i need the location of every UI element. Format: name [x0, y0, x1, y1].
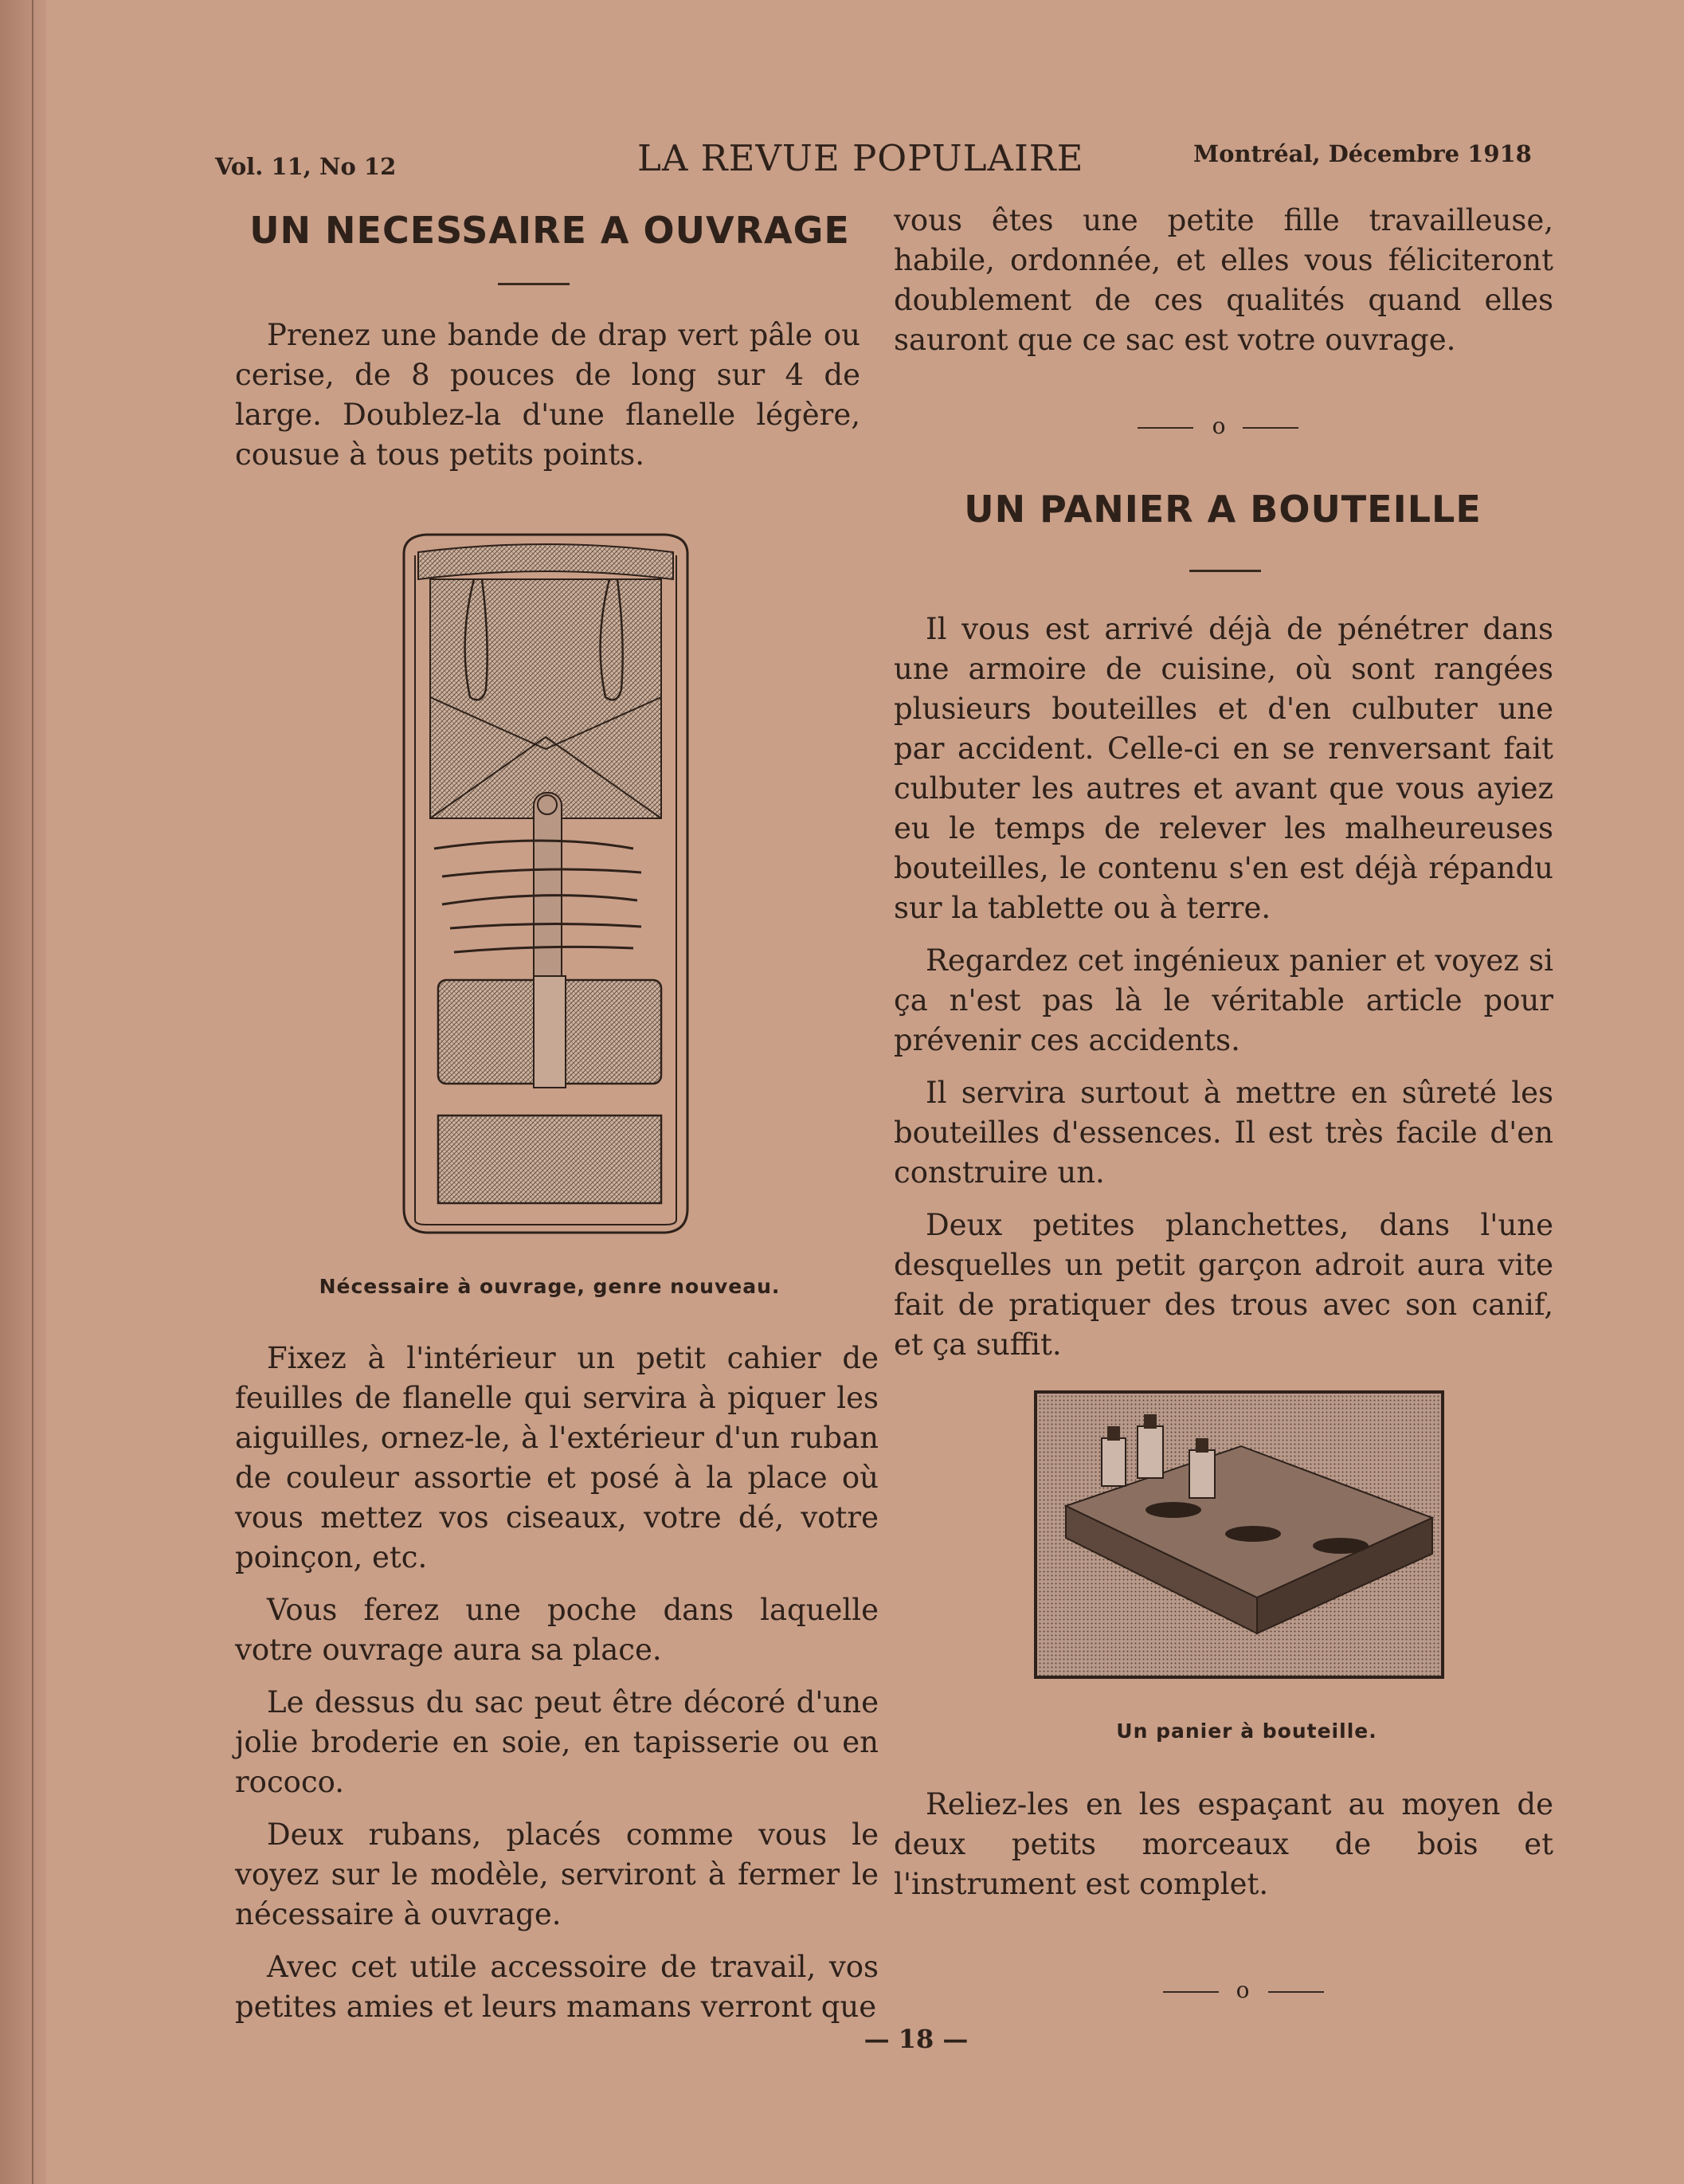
article2-closing: [894, 1785, 1553, 1917]
separator2-right-rule: [1268, 1991, 1324, 1993]
article2-paragraph: Deux petites planchettes, dans l'une desquelles un petit garçon adroit aura vite fait de pratiquer des trous avec son canif, et ça suffit.: [894, 1208, 1553, 1362]
article1-intro-text: Prenez une bande de drap vert pâle ou cerise, de 8 pouces de long sur 4 de large. Doublez-la d'une flanelle légère, cousue à tous petits points.: [235, 318, 860, 472]
article1-body: [235, 1339, 879, 2040]
article1-continuation-text: vous êtes une petite fille travailleuse, habile, ordonnée, et elles vous féliciteront doublement de ces qualités quand elles sauront que ce sac est votre ouvrage.: [894, 203, 1553, 357]
article2-paragraph: Il vous est arrivé déjà de pénétrer dans une armoire de cuisine, où sont rangées plusieurs bouteilles et d'en culbuter une par accident. Celle-ci en se renversant fait culbuter les autres et avant que vous ayiez eu le temps de relever les malheureuses bouteilles, le contenu s'en est déjà répandu sur la tablette ou à terre.: [894, 612, 1553, 925]
binding-line: [32, 0, 33, 2184]
separator1: o: [1212, 413, 1226, 439]
article2-body: [894, 610, 1553, 1378]
article2-figure-caption: Un panier à bouteille.: [1116, 1719, 1377, 1743]
separator1-right-rule: [1243, 427, 1298, 429]
issue-date: Montréal, Décembre 1918: [1193, 140, 1532, 167]
page-binding-edge: [0, 0, 46, 2184]
article2-closing-text: Reliez-les en les espaçant au moyen de deux petits morceaux de bois et l'instrument est complet.: [894, 1787, 1553, 1901]
article2-title: UN PANIER A BOUTEILLE: [964, 488, 1482, 531]
article2-paragraph: Regardez cet ingénieux panier et voyez si ça n'est pas là le véritable article pour prévenir ces accidents.: [894, 943, 1553, 1057]
article1-paragraph: Fixez à l'intérieur un petit cahier de feuilles de flanelle qui servira à piquer les aiguilles, ornez-le, à l'extérieur d'un ruban de couleur assortie et posé à la place où vous mettez vos ciseaux, votre dé, votre poinçon, etc.: [235, 1341, 879, 1574]
separator2: o: [1236, 1977, 1250, 2003]
page-number: — 18 —: [864, 2024, 969, 2054]
bottle-basket-illustration: [1034, 1390, 1444, 1679]
article1-title-rule: [498, 283, 570, 285]
article1-paragraph: Avec cet utile accessoire de travail, vos petites amies et leurs mamans verront que: [235, 1950, 879, 2024]
article2-paragraph: Il servira surtout à mettre en sûreté les bouteilles d'essences. Il est très facile d'en construire un.: [894, 1076, 1553, 1190]
volume-number: Vol. 11, No 12: [215, 153, 397, 180]
article1-paragraph: Deux rubans, placés comme vous le voyez sur le modèle, serviront à fermer le nécessaire à ouvrage.: [235, 1817, 879, 1931]
page-header: [0, 137, 1684, 185]
article1-continuation: [894, 201, 1553, 373]
article1-intro: [235, 316, 860, 488]
sewing-case-illustration: [394, 530, 697, 1247]
article1-paragraph: Le dessus du sac peut être décoré d'une jolie broderie en soie, en tapisserie ou en rococo.: [235, 1685, 879, 1799]
publication-title: LA REVUE POPULAIRE: [637, 137, 1084, 179]
article2-title-rule: [1189, 570, 1261, 572]
article1-title: UN NECESSAIRE A OUVRAGE: [249, 209, 850, 252]
article1-paragraph: Vous ferez une poche dans laquelle votre ouvrage aura sa place.: [235, 1593, 879, 1667]
article1-figure-caption: Nécessaire à ouvrage, genre nouveau.: [319, 1275, 781, 1298]
